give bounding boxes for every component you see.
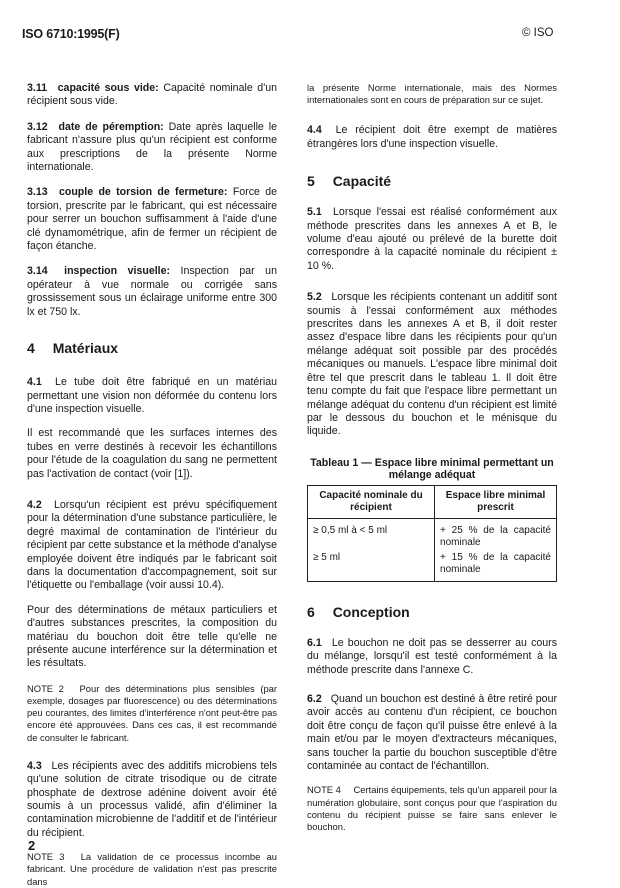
- note-text: La validation de ce processus incombe au fabricant. Une procédure de validation n'est pas prescrite dans: [27, 851, 277, 887]
- note-label: NOTE 3: [27, 851, 65, 863]
- clause-text: Le bouchon ne doit pas se desserrer au cours du mélange, lorsqu'il est testé conformément à la méthode prescrite dans l'annexe C.: [307, 636, 557, 676]
- clause-text: Quand un bouchon est destiné à être retiré pour avoir accès au contenu d'un récipient, ce bouchon doit être conçu de façon qu'il puisse être enlevé à la main et/ou par le moyen d'extracteurs mécaniques, sans toucher la partie du bouchon susceptible d'être contaminée au contact de l'échantillon.: [307, 692, 557, 772]
- definition: Date après laquelle le fabricant n'assure plus qu'un récipient est conforme aux prescriptions de la présente Norme internationale.: [27, 120, 277, 174]
- section-heading-4: [27, 340, 277, 356]
- table-cell: ≥ 0,5 ml à < 5 ml: [308, 518, 435, 550]
- clause-number: 4.1: [27, 376, 42, 389]
- clause-number: 3.11: [27, 82, 48, 94]
- clause-3-11: [27, 82, 277, 109]
- clause-3-12: [27, 121, 277, 175]
- table-row: [308, 518, 557, 550]
- section-title: Matériaux: [52, 340, 119, 357]
- clause-number: 4.2: [27, 498, 42, 511]
- clause-text: Le tube doit être fabriqué en un matériau permettant une vision non déformée du contenu lors d'une inspection visuelle.: [27, 376, 277, 415]
- clause-3-14: [27, 265, 277, 319]
- term: inspection visuelle:: [64, 265, 171, 278]
- table-row: [308, 550, 557, 582]
- section-title: Capacité: [332, 173, 392, 190]
- term: capacité sous vide:: [57, 82, 159, 94]
- clause-number: 3.14: [27, 265, 48, 278]
- clause-text: Le récipient doit être exempt de matières étrangères lors d'une inspection visuelle.: [307, 124, 557, 150]
- clause-number: 6.2: [307, 692, 322, 705]
- column-header: Capacité nominale du récipient: [308, 485, 435, 518]
- right-column: [307, 82, 557, 833]
- clause-5-2: [307, 291, 557, 438]
- clause-number: 5.1: [307, 206, 322, 219]
- definition: Capacité nominale d'un récipient sous vide.: [27, 82, 278, 108]
- section-number: 4: [27, 340, 35, 357]
- clause-6-2: [307, 693, 557, 773]
- section-number: 5: [307, 173, 315, 190]
- clause-4-4: [307, 124, 557, 151]
- clause-text: Lorsqu'un récipient est prévu spécifiquement pour la détermination d'une substance particulière, le degré maximal de contamination de l'intérieur du récipient par cette substance et la méthode d'analyse employée doivent être indiqués par le fabricant soit dans la documentation d'accompagnement, soit sur l'étiquette ou l'emballage (voir aussi 10.4).: [27, 498, 277, 592]
- clause-5-1: [307, 206, 557, 273]
- clause-number: 5.2: [307, 291, 322, 304]
- table-1: [307, 485, 557, 582]
- left-column: [27, 82, 277, 888]
- definition: Force de torsion, prescrite par le fabricant, qui est nécessaire pour serrer un bouchon suffisamment à l'aide d'une clé dynamométrique, afin de fermer un récipient de façon étanche.: [27, 186, 278, 253]
- clause-3-13: [27, 186, 277, 253]
- clause-text: Les récipients avec des additifs microbiens tels qu'une solution de citrate trisodique ou de citrate phosphate de dextrose adénine doivent avoir été soumis à un processus validé, afin d'éliminer la contamination microbienne de l'additif et de l'intérieur du récipient.: [27, 759, 277, 839]
- clause-number: 6.1: [307, 636, 322, 649]
- term: date de péremption:: [58, 120, 164, 133]
- note-3-continued: la présente Norme internationale, mais des Normes internationales sont en cours de préparation sur ce sujet.: [307, 82, 557, 106]
- table-caption: Tableau 1 — Espace libre minimal permettant un mélange adéquat: [310, 456, 554, 482]
- copyright-mark: © ISO: [522, 27, 554, 39]
- document-id: ISO 6710:1995(F): [22, 27, 120, 41]
- clause-4-1-paragraph: Il est recommandé que les surfaces internes des tubes en verre destinés à recevoir les échantillons pour l'étude de la coagulation du sang ne permettent pas l'activation de contact (voir [1]).: [27, 427, 277, 480]
- term: couple de torsion de fermeture:: [58, 186, 228, 199]
- section-heading-6: [307, 604, 557, 620]
- clause-6-1: [307, 637, 557, 677]
- clause-number: 3.13: [27, 186, 48, 199]
- note-text: Pour des déterminations plus sensibles (par exemple, dosages par fluorescence) ou des déterminations peu courantes, des limites d'interférence n'ont peut-être pas encore été approuvées. Dans ces cas, il est recommandé de consulter le fabricant.: [27, 682, 277, 743]
- page-number: 2: [28, 838, 36, 853]
- section-title: Conception: [332, 603, 410, 620]
- column-header: Espace libre minimal prescrit: [435, 485, 557, 518]
- definition: Inspection par un opérateur à vue normale ou corrigée sans grossissement sous un éclairage uniforme entre 300 lx et 750 lx.: [27, 265, 277, 318]
- table-header-row: [308, 485, 557, 518]
- section-number: 6: [307, 603, 315, 620]
- section-heading-5: [307, 173, 557, 189]
- note-text: Certains équipements, tels qu'un appareil pour la numération globulaire, sont conçus pour que l'aspiration du contenu du récipient puisse se faire sans enlever le bouchon.: [307, 784, 557, 832]
- table-cell: ≥ 5 ml: [308, 550, 435, 582]
- note-label: NOTE 2: [27, 682, 64, 694]
- clause-number: 3.12: [27, 120, 48, 133]
- clause-4-2: [27, 499, 277, 593]
- note-3: [27, 851, 277, 888]
- clause-number: 4.4: [307, 124, 322, 137]
- clause-text: Lorsque les récipients contenant un additif sont soumis à l'essai conformément aux méthodes prescrites dans les annexes A et B, il doit rester assez d'espace libre dans les récipients pour qu'un mélange adéquat soit possible par des procédés mécaniques ou manuels. L'espace libre minimal doit être tel que prescrit dans le tableau 1. Il doit être tenu compte du fait que l'espace libre permettant un mélange adéquat du contenu d'un récipient est limité par le dessous du bouchon et le ménisque du liquide.: [307, 291, 557, 438]
- note-4: [307, 784, 557, 833]
- table-cell: + 25 % de la capacité nominale: [435, 518, 557, 550]
- clause-4-2-paragraph: Pour des déterminations de métaux particuliers et d'autres substances prescrites, la composition du matériau du bouchon doit être telle qu'elle ne présente aucune interférence sur la détermination et les résultats.: [27, 603, 277, 670]
- clause-number: 4.3: [27, 759, 42, 772]
- clause-text: Lorsque l'essai est réalisé conformément aux méthode prescrites dans les annexes A et B, le volume d'eau ajouté ou prélevé de la burette doit correspondre à la capacité nominale du récipient ± 10 %.: [307, 206, 557, 272]
- clause-4-3: [27, 760, 277, 840]
- note-label: NOTE 4: [307, 784, 341, 796]
- clause-4-1: [27, 376, 277, 416]
- note-2: [27, 683, 277, 744]
- table-cell: + 15 % de la capacité nominale: [435, 550, 557, 582]
